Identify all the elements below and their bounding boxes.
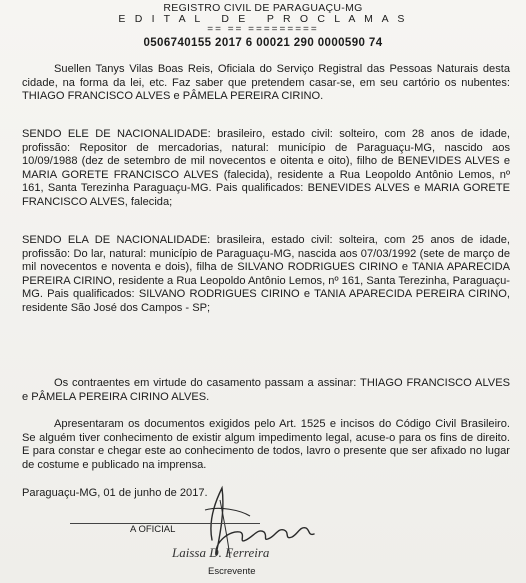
handwritten-signature bbox=[150, 480, 380, 580]
signer-role: Escrevente bbox=[208, 566, 256, 577]
contractants-paragraph: Os contraentes em virtude do casamento passam a assinar: THIAGO FRANCISCO ALVES e PÂMELA PEREIRA CIRINO ALVES. bbox=[22, 377, 510, 403]
date-line: Paraguaçu-MG, 01 de junho de 2017. bbox=[22, 487, 208, 499]
bride-paragraph: SENDO ELA DE NACIONALIDADE: brasileira, estado civil: solteira, com 25 anos de idade, profissão: Do lar, natural: município de Paraguaçu-MG, nascida aos 07/03/1992 (sete de março de mil novecentos e noventa e dois), filha de SILVANO RODRIGUES CIRINO e TANIA APARECIDA PEREIRA CIRINO, residente a Rua Leopoldo Antônio Lemos, nº 161, Santa Terezinha, Paraguaçu-MG. Pais qualificados: SILVANO RODRIGUES CIRINO e TANIA APARECIDA PEREIRA CIRINO, residente São José dos Campos - SP; bbox=[22, 234, 510, 314]
registry-title: REGISTRO CIVIL DE PARAGUAÇU-MG bbox=[163, 2, 363, 14]
intro-paragraph: Suellen Tanys Vilas Boas Reis, Oficiala do Serviço Registral das Pessoas Naturais desta cidade, na forma da lei, etc. Faz saber que pretendem casar-se, em seu cartório os nubentes: THIAGO FRANCISCO ALVES e PÂMELA PEREIRA CIRINO. bbox=[22, 63, 510, 103]
edital-title: E D I T A L D E P R O C L A M A S bbox=[118, 13, 408, 25]
oficial-label: A OFICIAL bbox=[130, 524, 176, 535]
closing-paragraph: Apresentaram os documentos exigidos pelo Art. 1525 e incisos do Código Civil Brasileiro. Se alguém tiver conhecimento de existir algum impedimento legal, acuse-o para os fins de direito. E para constar e chegar este ao conhecimento de todos, lavro o presente que ser afixado no lugar de costume e publicado na imprensa. bbox=[22, 418, 510, 471]
document-code: 0506740155 2017 6 00021 290 0000590 74 bbox=[143, 37, 383, 49]
groom-paragraph: SENDO ELE DE NACIONALIDADE: brasileiro, estado civil: solteiro, com 28 anos de idade, profissão: Repositor de mercadorias, natural: município de Paraguaçu-MG, nascido aos 10/09/1988 (dez de setembro de mil novecentos e oitenta e oito), filho de BENEVIDES ALVES e MARIA GORETE FRANCISCO ALVES (falecida), residente a Rua Leopoldo Antônio Lemos, nº 161, Santa Terezinha Paraguaçu-MG. Pais qualificados: BENEVIDES ALVES e MARIA GORETE FRANCISCO ALVES, falecida; bbox=[22, 128, 510, 208]
header-rule: == == ========= bbox=[207, 24, 319, 35]
signer-name: Laissa D. Ferreira bbox=[172, 545, 270, 560]
